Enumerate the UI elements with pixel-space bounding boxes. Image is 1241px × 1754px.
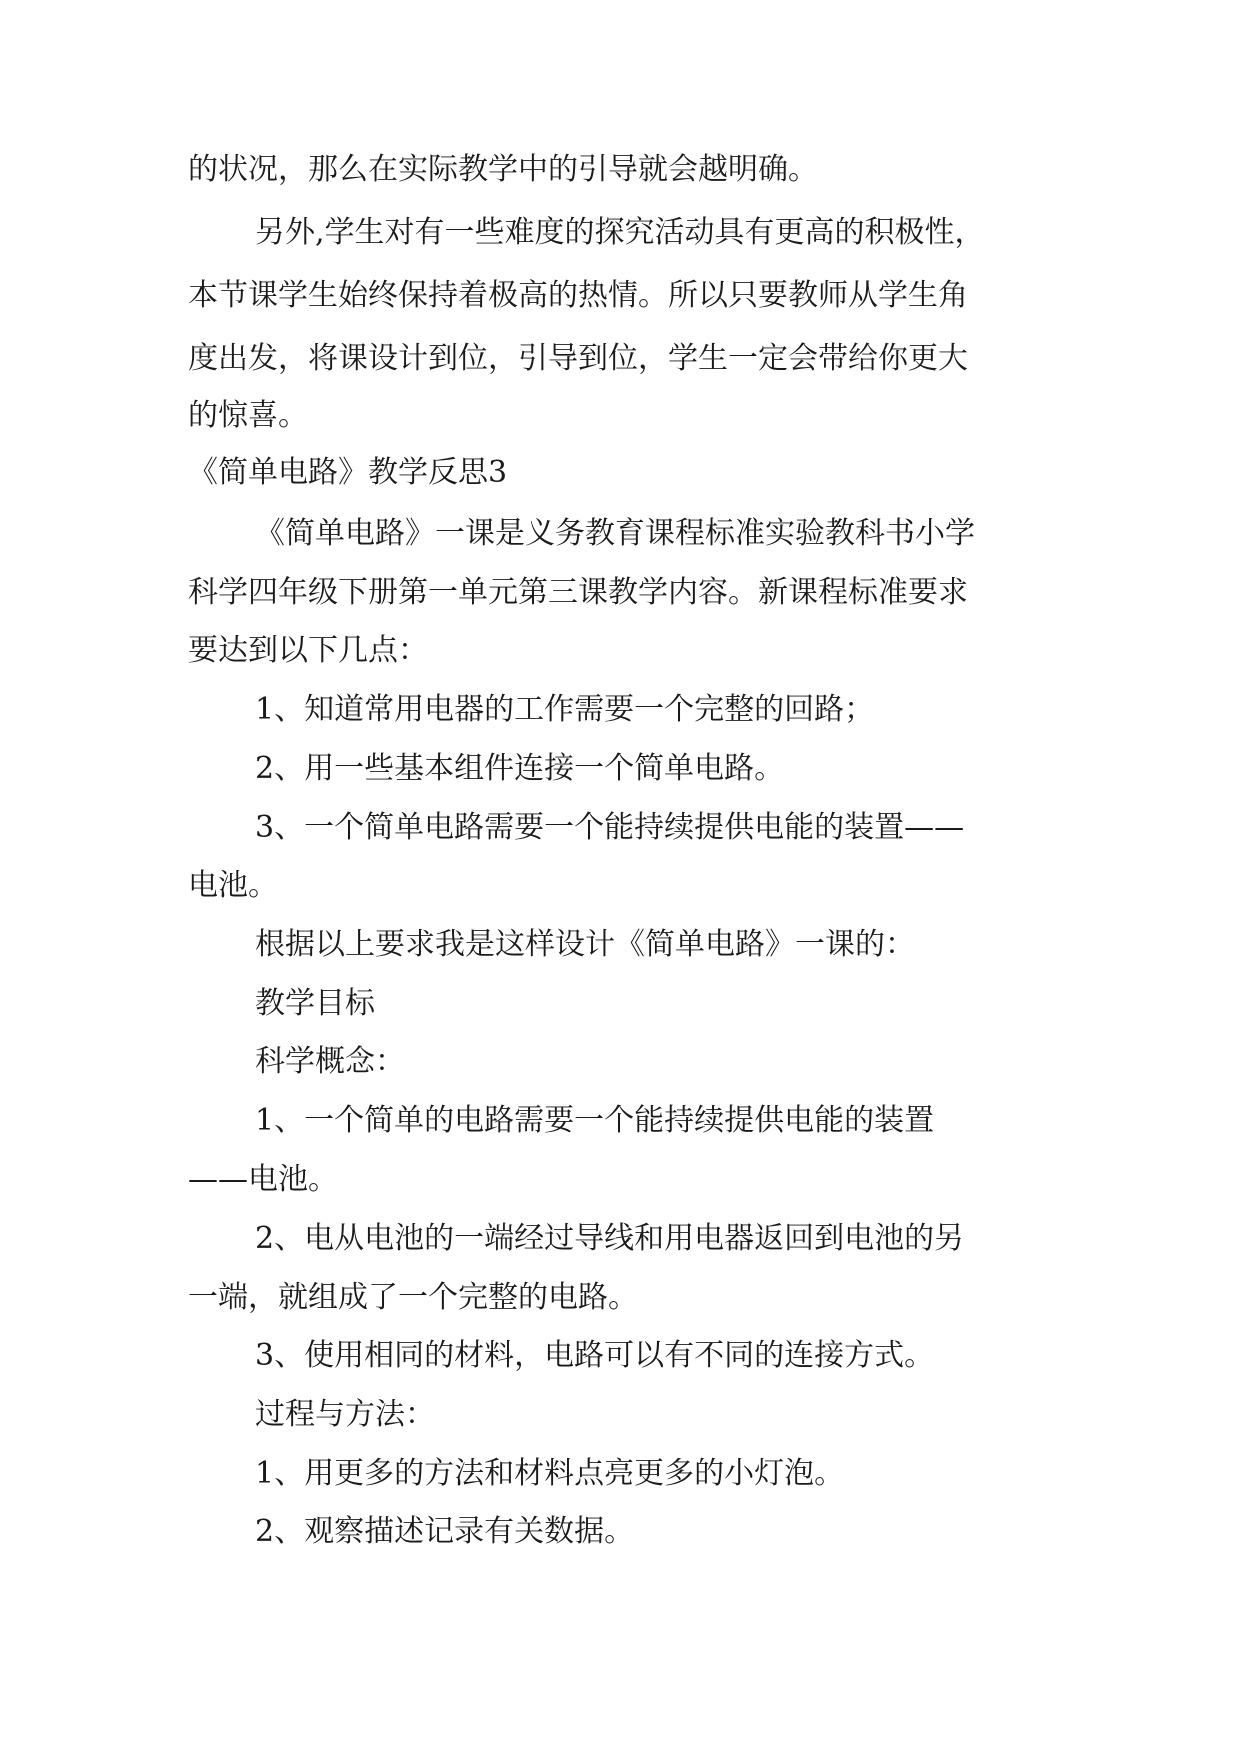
paragraph-line: 根据以上要求我是这样设计《简单电路》一课的： xyxy=(255,927,915,962)
list-item: 2、观察描述记录有关数据。 xyxy=(255,1514,635,1549)
paragraph-line: 要达到以下几点： xyxy=(188,633,428,668)
list-item: 3、一个简单电路需要一个能持续提供电能的装置—— xyxy=(255,810,965,845)
paragraph-line: 的状况，那么在实际教学中的引导就会越明确。 xyxy=(188,152,818,187)
subheading: 教学目标 xyxy=(255,986,375,1021)
paragraph-line: 的惊喜。 xyxy=(188,398,308,433)
list-item: 1、用更多的方法和材料点亮更多的小灯泡。 xyxy=(255,1456,845,1491)
paragraph-line: 科学四年级下册第一单元第三课教学内容。新课程标准要求 xyxy=(188,575,968,610)
list-item: 2、用一些基本组件连接一个简单电路。 xyxy=(255,751,785,786)
paragraph-line: 电池。 xyxy=(188,868,278,903)
paragraph-line: ——电池。 xyxy=(188,1162,338,1197)
list-item: 3、使用相同的材料，电路可以有不同的连接方式。 xyxy=(255,1338,935,1373)
subheading: 过程与方法： xyxy=(255,1397,435,1432)
paragraph-line: 一端，就组成了一个完整的电路。 xyxy=(188,1280,638,1315)
paragraph-line: 本节课学生始终保持着极高的热情。所以只要教师从学生角 xyxy=(188,278,968,313)
list-item: 2、电从电池的一端经过导线和用电器返回到电池的另 xyxy=(255,1221,965,1256)
section-heading: 《简单电路》教学反思3 xyxy=(188,455,508,490)
list-item: 1、知道常用电器的工作需要一个完整的回路； xyxy=(255,692,875,727)
list-item: 1、一个简单的电路需要一个能持续提供电能的装置 xyxy=(255,1103,935,1138)
paragraph-line: 《简单电路》一课是义务教育课程标准实验教科书小学 xyxy=(255,516,975,551)
subheading: 科学概念： xyxy=(255,1044,405,1079)
paragraph-line: 度出发，将课设计到位，引导到位，学生一定会带给你更大 xyxy=(188,341,968,376)
paragraph-line: 另外,学生对有一些难度的探究活动具有更高的积极性， xyxy=(255,215,985,250)
